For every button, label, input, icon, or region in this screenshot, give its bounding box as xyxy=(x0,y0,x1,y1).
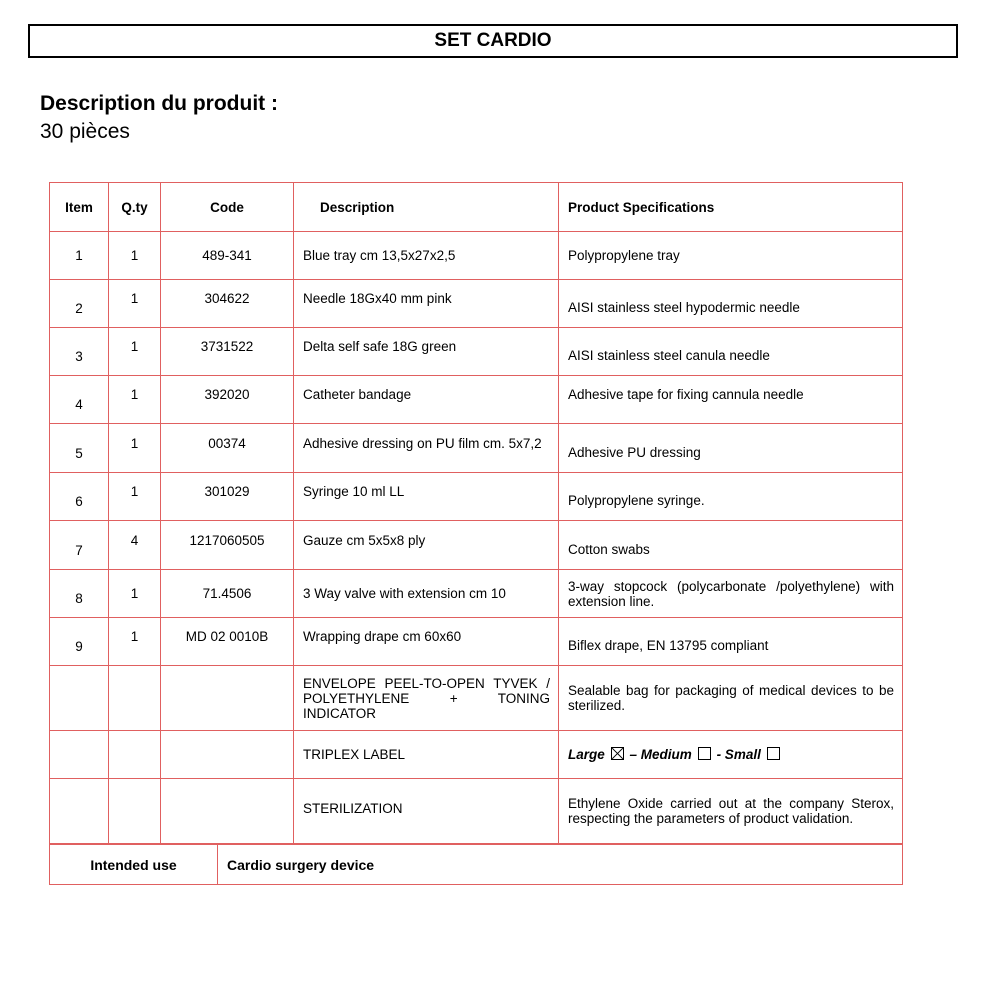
table-row-label xyxy=(50,731,903,779)
checkbox-small[interactable] xyxy=(767,747,780,760)
product-spec: Adhesive PU dressing xyxy=(559,424,903,473)
header-item: Item xyxy=(50,183,109,232)
product-spec: 3-way stopcock (polycarbonate /polyethylene) with extension line. xyxy=(559,570,903,618)
quantity: 1 xyxy=(109,376,161,424)
product-description: Blue tray cm 13,5x27x2,5 xyxy=(294,232,559,280)
table-row xyxy=(50,521,903,570)
product-spec: Polypropylene syringe. xyxy=(559,473,903,521)
product-code: 3731522 xyxy=(161,328,294,376)
product-code: 1217060505 xyxy=(161,521,294,570)
table-row xyxy=(50,473,903,521)
product-spec: Polypropylene tray xyxy=(559,232,903,280)
table-row xyxy=(50,424,903,473)
checkbox-large-checked[interactable] xyxy=(611,747,624,760)
table-header-row xyxy=(50,183,903,232)
table-row xyxy=(50,232,903,280)
product-spec: AISI stainless steel canula needle xyxy=(559,328,903,376)
empty-cell xyxy=(50,666,109,731)
envelope-spec: Sealable bag for packaging of medical devices to be sterilized. xyxy=(559,666,903,731)
header-specs: Product Specifications xyxy=(559,183,903,232)
product-code: MD 02 0010B xyxy=(161,618,294,666)
size-medium-label: – Medium xyxy=(629,747,692,762)
empty-cell xyxy=(50,731,109,779)
product-code: 304622 xyxy=(161,280,294,328)
item-number: 7 xyxy=(50,521,109,570)
table-row-sterilization xyxy=(50,779,903,844)
table-row xyxy=(50,618,903,666)
label-description: TRIPLEX LABEL xyxy=(294,731,559,779)
item-number: 4 xyxy=(50,376,109,424)
label-size-options xyxy=(559,731,903,779)
item-number: 8 xyxy=(50,570,109,618)
item-number: 9 xyxy=(50,618,109,666)
table-row xyxy=(50,376,903,424)
quantity: 1 xyxy=(109,473,161,521)
item-number: 3 xyxy=(50,328,109,376)
quantity: 1 xyxy=(109,424,161,473)
item-number: 5 xyxy=(50,424,109,473)
product-spec: Biflex drape, EN 13795 compliant xyxy=(559,618,903,666)
header-description: Description xyxy=(294,183,559,232)
product-description: 3 Way valve with extension cm 10 xyxy=(294,570,559,618)
product-table xyxy=(49,182,903,844)
quantity: 1 xyxy=(109,280,161,328)
envelope-description: ENVELOPE PEEL-TO-OPEN TYVEK / POLYETHYLENE + TONING INDICATOR xyxy=(294,666,559,731)
product-description: Delta self safe 18G green xyxy=(294,328,559,376)
quantity: 1 xyxy=(109,618,161,666)
empty-cell xyxy=(161,779,294,844)
sterilization-spec: Ethylene Oxide carried out at the company Sterox, respecting the parameters of product validation. xyxy=(559,779,903,844)
item-number: 1 xyxy=(50,232,109,280)
product-spec: AISI stainless steel hypodermic needle xyxy=(559,280,903,328)
empty-cell xyxy=(50,779,109,844)
product-code: 301029 xyxy=(161,473,294,521)
item-number: 2 xyxy=(50,280,109,328)
empty-cell xyxy=(109,779,161,844)
product-spec: Cotton swabs xyxy=(559,521,903,570)
product-description: Gauze cm 5x5x8 ply xyxy=(294,521,559,570)
header-qty: Q.ty xyxy=(109,183,161,232)
item-number: 6 xyxy=(50,473,109,521)
piece-count: 30 pièces xyxy=(40,120,130,143)
description-heading: Description du produit : xyxy=(40,92,278,115)
product-code: 392020 xyxy=(161,376,294,424)
quantity: 1 xyxy=(109,328,161,376)
product-code: 00374 xyxy=(161,424,294,473)
table-row xyxy=(50,570,903,618)
document-title: SET CARDIO xyxy=(28,24,958,58)
size-large-label: Large xyxy=(568,747,605,762)
sterilization-description: STERILIZATION xyxy=(294,779,559,844)
table-row xyxy=(50,280,903,328)
product-code: 489-341 xyxy=(161,232,294,280)
product-description: Wrapping drape cm 60x60 xyxy=(294,618,559,666)
intended-use-table xyxy=(49,844,903,885)
product-description: Catheter bandage xyxy=(294,376,559,424)
product-description: Needle 18Gx40 mm pink xyxy=(294,280,559,328)
empty-cell xyxy=(109,666,161,731)
empty-cell xyxy=(109,731,161,779)
header-code: Code xyxy=(161,183,294,232)
quantity: 4 xyxy=(109,521,161,570)
product-code: 71.4506 xyxy=(161,570,294,618)
checkbox-medium[interactable] xyxy=(698,747,711,760)
quantity: 1 xyxy=(109,232,161,280)
empty-cell xyxy=(161,731,294,779)
product-description: Syringe 10 ml LL xyxy=(294,473,559,521)
intended-use-label: Intended use xyxy=(50,845,218,885)
quantity: 1 xyxy=(109,570,161,618)
empty-cell xyxy=(161,666,294,731)
intended-use-value: Cardio surgery device xyxy=(218,845,903,885)
product-spec: Adhesive tape for fixing cannula needle xyxy=(559,376,903,424)
table-row-envelope xyxy=(50,666,903,731)
product-description: Adhesive dressing on PU film cm. 5x7,2 xyxy=(294,424,559,473)
size-small-label: - Small xyxy=(716,747,761,762)
table-row xyxy=(50,328,903,376)
